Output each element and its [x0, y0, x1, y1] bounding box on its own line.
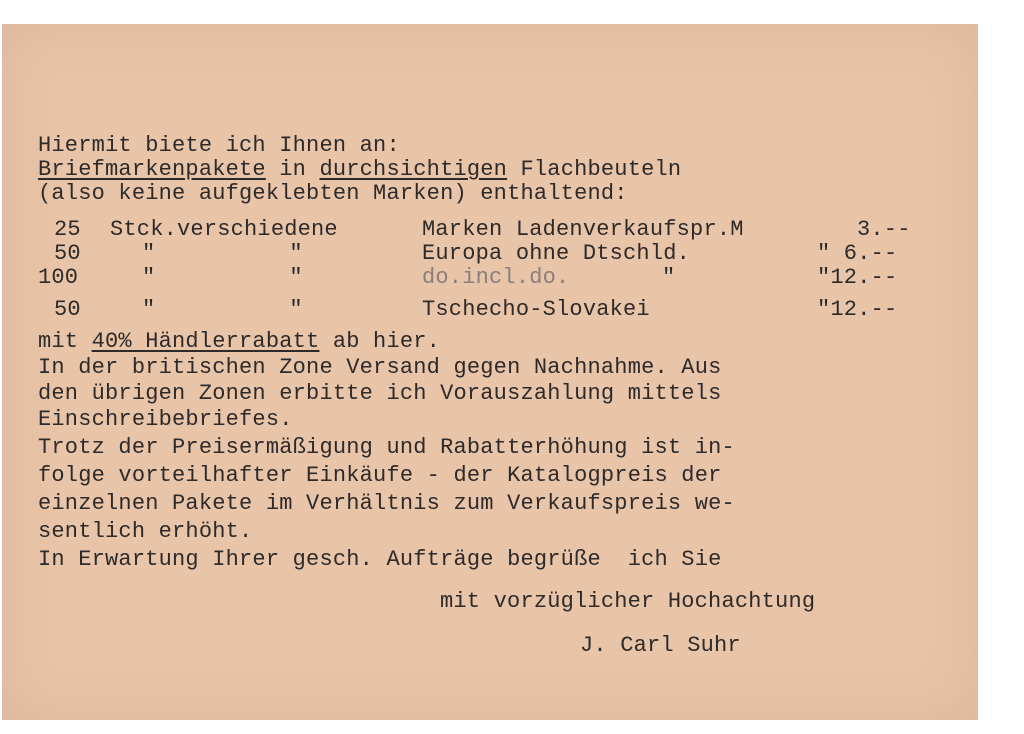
closing: mit vorzüglicher Hochachtung — [440, 589, 816, 614]
body-line-8: In Erwartung Ihrer gesch. Aufträge begrüße ich Sie — [38, 547, 722, 572]
table-row-4-desc: " " — [142, 297, 303, 322]
offer-bags: Flachbeuteln — [507, 157, 682, 182]
signature: J. Carl Suhr — [580, 633, 741, 658]
table-row-4-type: Tschecho-Slovakei — [422, 297, 650, 322]
table-row-3-desc: " " — [142, 265, 303, 290]
table-row-1-desc: Stck.verschiedene — [110, 217, 338, 242]
table-row-2-qty: 50 — [54, 241, 81, 266]
discount-line — [38, 330, 440, 354]
body-line-4: Trotz der Preisermäßigung und Rabatterhöhung ist in- — [38, 435, 735, 460]
table-row-3-price: "12.-- — [817, 265, 898, 290]
table-row-4-price: "12.-- — [817, 297, 898, 322]
table-row-2-desc: " " — [142, 241, 303, 266]
offer-line — [38, 158, 681, 182]
table-row-1-price: 3.-- — [857, 217, 911, 242]
table-row-3-type: do.incl.do. — [422, 265, 570, 290]
body-line-2: den übrigen Zonen erbitte ich Vorauszahlung mittels — [38, 381, 722, 406]
discount-rate: 40% Händlerrabatt — [91, 329, 320, 354]
offer-transparent: durchsichtigen — [319, 157, 508, 182]
body-line-3: Einschreibebriefes. — [38, 407, 293, 432]
discount-from: ab hier. — [319, 329, 441, 354]
body-line-5: folge vorteilhafter Einkäufe - der Katalogpreis der — [38, 463, 722, 488]
table-row-3-qty: 100 — [38, 265, 79, 290]
table-row-2-price: " 6.-- — [817, 241, 898, 266]
table-row-3-ditto: " — [662, 265, 676, 290]
discount-mit: mit — [38, 329, 92, 354]
table-row-2-type: Europa ohne Dtschld. — [422, 241, 691, 266]
contents-line: (also keine aufgeklebten Marken) enthaltend: — [38, 181, 628, 206]
body-line-7: sentlich erhöht. — [38, 519, 253, 544]
offer-item: Briefmarkenpakete — [38, 157, 266, 182]
body-line-6: einzelnen Pakete im Verhältnis zum Verkaufspreis we- — [38, 491, 735, 516]
intro-line: Hiermit biete ich Ihnen an: — [38, 133, 400, 158]
table-row-4-qty: 50 — [54, 297, 81, 322]
postcard — [2, 24, 978, 720]
body-line-1: In der britischen Zone Versand gegen Nachnahme. Aus — [38, 355, 722, 380]
table-row-1-qty: 25 — [54, 217, 81, 242]
offer-in: in — [265, 157, 320, 182]
table-row-1-type: Marken Ladenverkaufspr.M — [422, 217, 744, 242]
